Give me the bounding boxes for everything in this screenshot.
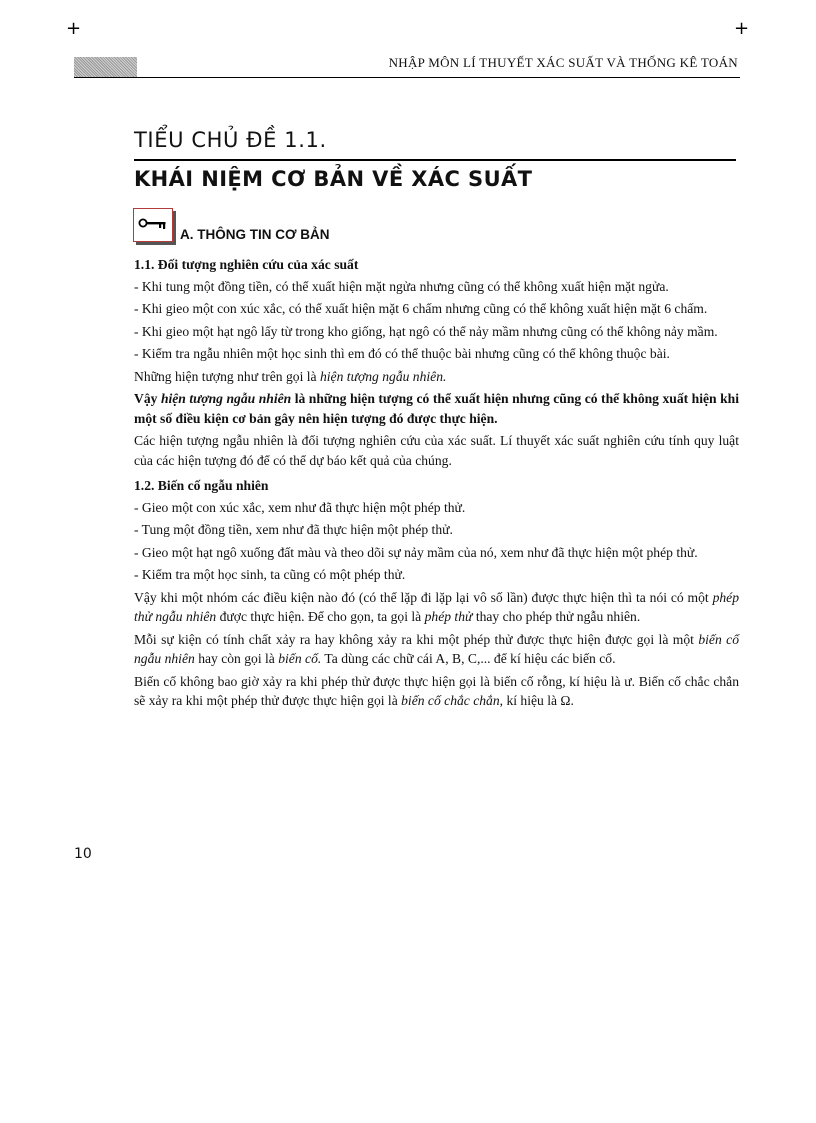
- list-item: - Kiểm tra một học sinh, ta cũng có một phép thử.: [134, 567, 406, 582]
- running-header-title: NHẬP MÔN LÍ THUYẾT XÁC SUẤT VÀ THỐNG KÊ TOÁN: [388, 55, 738, 70]
- paragraph: Các hiện tượng ngẫu nhiên là đối tượng nghiên cứu của xác suất. Lí thuyết xác suất nghiên cứu tính quy luật của các hiện tượng đó để có thể dự báo kết quả của chúng.: [134, 433, 739, 468]
- list-item: - Tung một đồng tiền, xem như đã thực hiện một phép thử.: [134, 522, 453, 537]
- paragraph: Biến cố không bao giờ xảy ra khi phép thử được thực hiện gọi là biến cố rỗng, kí hiệu là ư. Biến cố chắc chắn sẽ xảy ra khi một phép thử được thực hiện gọi là biến cố chắc chắn, kí hiệu là Ω.: [134, 673, 739, 708]
- topic-title: KHÁI NIỆM CƠ BẢN VỀ XÁC SUẤT: [134, 167, 533, 191]
- list-item: - Khi gieo một con xúc xắc, có thể xuất hiện mặt 6 chấm nhưng cũng có thể không xuất hiện mặt 6 chấm.: [134, 301, 708, 316]
- body-content: [134, 253, 739, 714]
- list-item: - Khi tung một đồng tiền, có thể xuất hiện mặt ngửa nhưng cũng có thể không xuất hiện mặt ngửa.: [134, 278, 669, 294]
- topic-rule: [134, 159, 736, 161]
- topic-label: TIỂU CHỦ ĐỀ 1.1.: [134, 128, 327, 152]
- list-item: - Gieo một hạt ngô xuống đất màu và theo dõi sự nảy mầm của nó, xem như đã thực hiện một phép thử.: [134, 544, 698, 560]
- crop-mark-left: +: [66, 18, 82, 39]
- crop-mark-right: +: [734, 18, 750, 39]
- paragraph: Vậy khi một nhóm các điều kiện nào đó (có thể lặp đi lặp lại vô số lần) được thực hiện thì ta nói có một phép thử ngẫu nhiên được thực hiện. Để cho gọn, ta gọi là phép thử thay cho phép thử ngẫu nhiên.: [134, 589, 739, 624]
- definition-paragraph: Vậy hiện tượng ngẫu nhiên là những hiện tượng có thể xuất hiện nhưng cũng có thể không xuất hiện khi một số điều kiện cơ bản gây nên hiện tượng đó được thực hiện.: [134, 391, 740, 426]
- page-number: 10: [74, 846, 92, 862]
- paragraph: Những hiện tượng như trên gọi là hiện tượng ngẫu nhiên.: [134, 368, 447, 384]
- key-icon: [133, 208, 173, 242]
- list-item: - Gieo một con xúc xắc, xem như đã thực hiện một phép thử.: [134, 499, 466, 515]
- section-heading-1-1: 1.1. Đối tượng nghiên cứu của xác suất: [134, 257, 359, 272]
- section-a-title: A. THÔNG TIN CƠ BẢN: [180, 227, 330, 242]
- paragraph: Mỗi sự kiện có tính chất xảy ra hay không xảy ra khi một phép thử được thực hiện được gọi là một biến cố ngẫu nhiên hay còn gọi là biến cố. Ta dùng các chữ cái A, B, C,... để kí hiệu các biến cố.: [134, 631, 739, 666]
- list-item: - Khi gieo một hạt ngô lấy từ trong kho giống, hạt ngô có thể nảy mầm nhưng cũng có thể không nảy mầm.: [134, 323, 718, 339]
- header-pattern-box: [74, 57, 137, 77]
- header-rule: [74, 77, 740, 78]
- section-heading-1-2: 1.2. Biến cố ngẫu nhiên: [134, 478, 269, 493]
- list-item: - Kiểm tra ngẫu nhiên một học sinh thì em đó có thể thuộc bài nhưng cũng có thể không thuộc bài.: [134, 346, 670, 361]
